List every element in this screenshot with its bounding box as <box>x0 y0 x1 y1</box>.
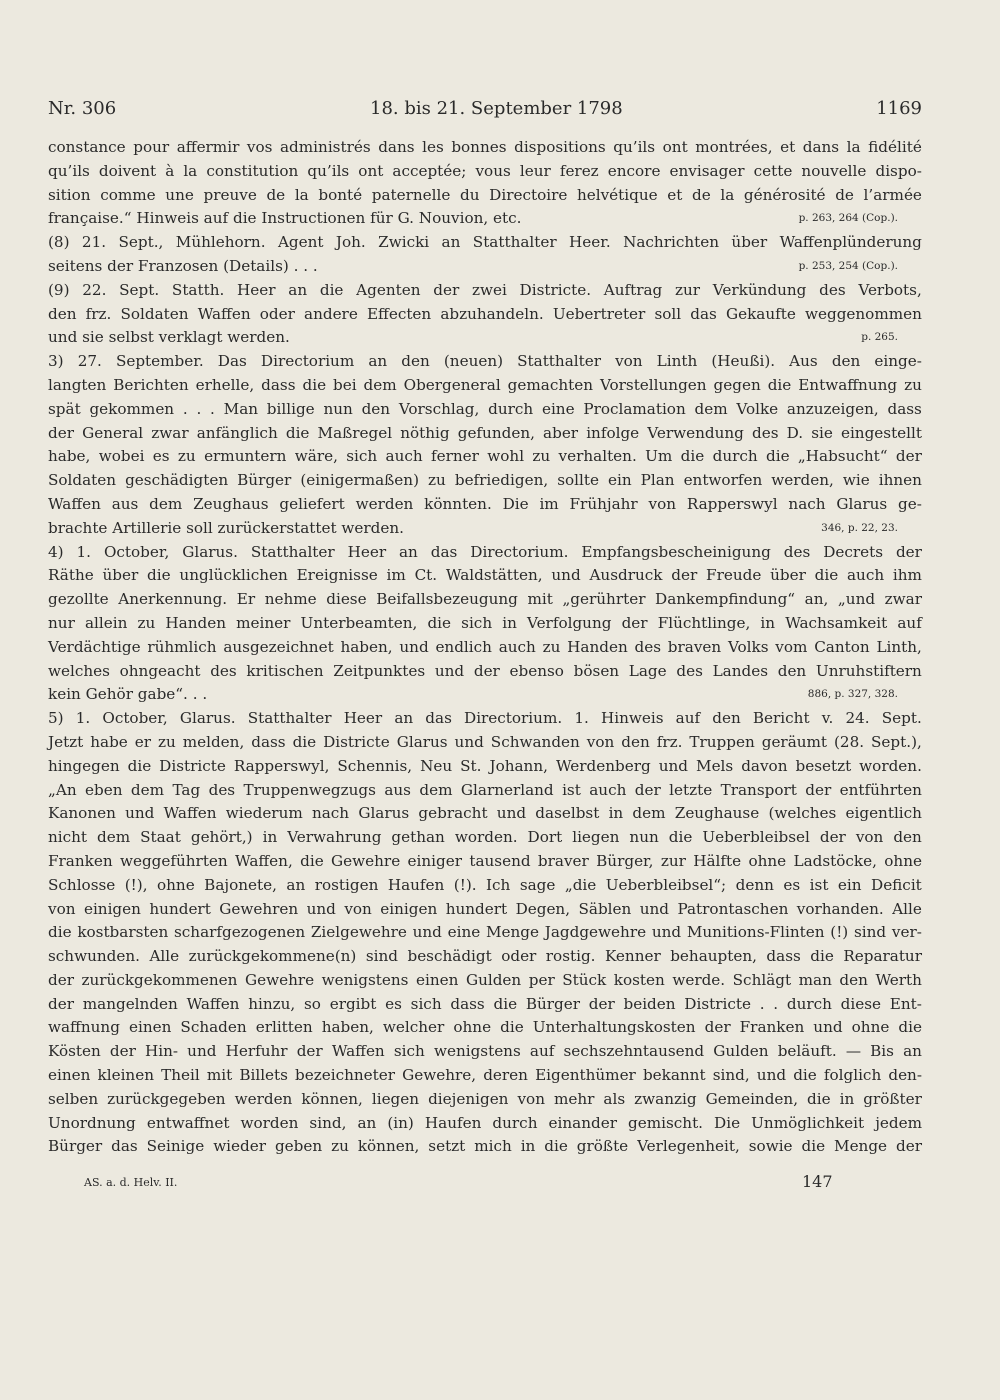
text-line: der mangelnden Waffen hinzu, so ergibt es sich dass die Bürger der beiden Districte . . durch diese Ent- <box>48 994 922 1013</box>
text-line: qu’ils doivent à la constitution qu’ils ont acceptée; vous leur ferez encore envisager cette nouvelle dispo- <box>48 161 922 180</box>
text-line-end: und sie selbst verklagt werden. <box>48 328 290 347</box>
text-line: hingegen die Districte Rapperswyl, Schennis, Neu St. Johann, Werdenberg und Mels davon besetzt worden. <box>48 756 922 775</box>
page-body <box>48 136 922 1159</box>
text-line: den frz. Soldaten Waffen oder andere Effecten abzuhandeln. Uebertreter soll das Gekaufte weggenommen <box>48 304 922 323</box>
sheet-number: 147 <box>802 1172 833 1191</box>
text-line: schwunden. Alle zurückgekommene(n) sind beschädigt oder rostig. Kenner behaupten, dass die Reparatur <box>48 947 922 966</box>
text-line: einen kleinen Theil mit Billets bezeichneter Gewehre, deren Eigenthümer bekannt sind, und die folglich den- <box>48 1066 922 1085</box>
text-line-end: brachte Artillerie soll zurückerstattet werden. <box>48 518 404 537</box>
text-line-end: française.“ Hinweis auf die Instructionen für G. Nouvion, etc. <box>48 209 522 228</box>
text-line: waffnung einen Schaden erlitten haben, welcher ohne die Unterhaltungskosten der Franken und ohne die <box>48 1018 922 1037</box>
text-line: (8) 21. Sept., Mühlehorn. Agent Joh. Zwicki an Statthalter Heer. Nachrichten über Waffenplünderung <box>48 233 922 252</box>
page-number: 1169 <box>876 98 922 119</box>
paragraph <box>48 136 922 231</box>
text-line-last <box>48 207 922 231</box>
paragraph <box>48 707 922 1159</box>
text-line: Räthe über die unglücklichen Ereignisse im Ct. Waldstätten, und Ausdruck der Freude über die auch ihm <box>48 566 922 585</box>
text-line: Kösten der Hin- und Herfuhr der Waffen sich wenigstens auf sechszehntausend Gulden beläuft. — Bis an <box>48 1042 922 1061</box>
text-line-last <box>48 255 922 279</box>
text-line-last <box>48 683 922 707</box>
text-line: Verdächtige rühmlich ausgezeichnet haben, und endlich auch zu Handen des braven Volks vom Canton Linth, <box>48 637 922 656</box>
text-line: spät gekommen . . . Man billige nun den Vorschlag, durch eine Proclamation dem Volke anzuzeigen, dass <box>48 399 922 418</box>
text-line: 3) 27. September. Das Directorium an den (neuen) Statthalter von Linth (Heußi). Aus den einge- <box>48 352 922 371</box>
text-line: welches ohngeacht des kritischen Zeitpunktes und der ebenso bösen Lage des Landes den Unruhstiftern <box>48 661 922 680</box>
text-line: 5) 1. October, Glarus. Statthalter Heer an das Directorium. 1. Hinweis auf den Bericht v. 24. Sept. <box>48 709 922 728</box>
page-header <box>48 98 922 128</box>
paragraph <box>48 541 922 708</box>
text-line-last <box>48 326 922 350</box>
text-line: selben zurückgegeben werden können, liegen diejenigen von mehr als zwanzig Gemeinden, die in größter <box>48 1089 922 1108</box>
text-line: Kanonen und Waffen wiederum nach Glarus gebracht und daselbst in dem Zeughause (welches eigentlich <box>48 804 922 823</box>
text-line: Bürger das Seinige wieder geben zu können, setzt mich in die größte Verlegenheit, sowie die Menge der <box>48 1137 922 1156</box>
paragraph <box>48 231 922 279</box>
text-line-end: kein Gehör gabe“. . . <box>48 685 208 704</box>
text-line: gezollte Anerkennung. Er nehme diese Beifallsbezeugung mit „gerührter Dankempfindung“ an, „und zwar <box>48 590 922 609</box>
text-line: 4) 1. October, Glarus. Statthalter Heer an das Directorium. Empfangsbescheinigung des Decrets der <box>48 542 922 561</box>
text-line: Franken weggeführten Waffen, die Gewehre einiger tausend braver Bürger, zur Hälfte ohne Ladstöcke, ohne <box>48 851 922 870</box>
text-line: habe, wobei es zu ermuntern wäre, sich auch ferner wohl zu verhalten. Um die durch die „Habsucht“ der <box>48 447 922 466</box>
text-line: Schlosse (!), ohne Bajonete, an rostigen Haufen (!). Ich sage „die Ueberbleibsel“; denn es ist ein Deficit <box>48 875 922 894</box>
text-line: Unordnung entwaffnet worden sind, an (in) Haufen durch einander gemischt. Die Unmöglichkeit jedem <box>48 1113 922 1132</box>
page-footer <box>84 1172 920 1196</box>
date-range: 18. bis 21. September 1798 <box>370 98 623 119</box>
text-line: langten Berichten erhelle, dass die bei dem Obergeneral gemachten Vorstellungen gegen die Entwaffnung zu <box>48 375 922 394</box>
source-reference: 346, p. 22, 23. <box>821 521 898 534</box>
source-reference: 886, p. 327, 328. <box>807 688 898 701</box>
text-line: (9) 22. Sept. Statth. Heer an die Agenten der zwei Districte. Auftrag zur Verkündung des Verbots, <box>48 280 922 299</box>
paragraph <box>48 350 922 540</box>
source-reference: p. 253, 254 (Cop.). <box>798 259 898 272</box>
text-line: von einigen hundert Gewehren und von einigen hundert Degen, Säblen und Patrontaschen vorhanden. Alle <box>48 899 922 918</box>
text-line: die kostbarsten scharfgezogenen Zielgewehre und eine Menge Jagdgewehre und Munitions-Flinten (!) sind ver- <box>48 923 922 942</box>
document-number: Nr. 306 <box>48 98 117 119</box>
paragraph <box>48 279 922 350</box>
text-line: sition comme une preuve de la bonté paternelle du Directoire helvétique et de la générosité de l’armée <box>48 185 922 204</box>
source-reference: p. 263, 264 (Cop.). <box>798 212 898 225</box>
text-line: Jetzt habe er zu melden, dass die Districte Glarus und Schwanden von den frz. Truppen geräumt (28. Sept.), <box>48 732 922 751</box>
text-line: „An eben dem Tag des Truppenwegzugs aus dem Glarnerland ist auch der letzte Transport der entführten <box>48 780 922 799</box>
source-reference: p. 265. <box>861 331 898 344</box>
text-line-end: seitens der Franzosen (Details) . . . <box>48 256 318 275</box>
text-line: Soldaten geschädigten Bürger (einigermaßen) zu befriedigen, sollte ein Plan entworfen werden, wie ihnen <box>48 471 922 490</box>
text-line: der zurückgekommenen Gewehre wenigstens einen Gulden per Stück kosten werde. Schlägt man den Werth <box>48 970 922 989</box>
text-line: der General zwar anfänglich die Maßregel nöthig gefunden, aber infolge Verwendung des D. sie eingestellt <box>48 423 922 442</box>
text-line: constance pour affermir vos administrés dans les bonnes dispositions qu’ils ont montrées, et dans la fidélité <box>48 138 922 156</box>
footer-signature: AS. a. d. Helv. II. <box>84 1176 178 1189</box>
text-line: Waffen aus dem Zeughaus geliefert werden könnten. Die im Frühjahr von Rapperswyl nach Glarus ge- <box>48 494 922 513</box>
text-line: nur allein zu Handen meiner Unterbeamten, die sich in Verfolgung der Flüchtlinge, in Wachsamkeit auf <box>48 613 922 632</box>
text-line: nicht dem Staat gehört,) in Verwahrung gethan worden. Dort liegen nun die Ueberbleibsel der von den <box>48 828 922 847</box>
text-line-last <box>48 517 922 541</box>
